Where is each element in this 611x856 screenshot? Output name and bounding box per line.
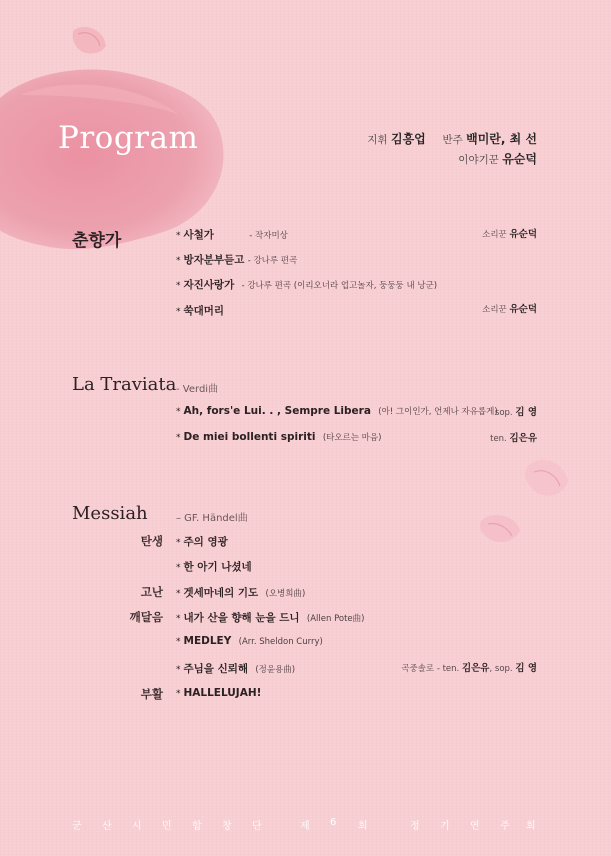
item-note: (오병희曲) [265, 589, 306, 599]
list-item: * 주님을 신뢰해 (정윤용曲) [176, 663, 296, 675]
footer [0, 817, 611, 833]
section-title-chunhyang: 춘향가 [72, 231, 122, 251]
item-title: Ah, fors'e Lui. . , Sempre Libera [183, 405, 371, 417]
item-title: 주님을 신뢰해 [183, 663, 249, 675]
page-title: Program [58, 120, 199, 156]
credits-line [367, 130, 537, 147]
footer-char: 정 [410, 821, 420, 832]
list-item: * 사철가 - 작자미상 [176, 229, 288, 241]
footer-char: 합 [192, 821, 202, 832]
petal-icon [520, 452, 572, 502]
item-title: De miei bollenti spiriti [183, 431, 316, 443]
performer-role: ten. [490, 434, 507, 444]
list-item: * 겟세마네의 기도 (오병희曲) [176, 587, 306, 599]
section-title-messiah: Messiah [72, 503, 148, 524]
list-item: * 자진사랑가 - 강나루 편곡 (이리오너라 업고놀자, 둥둥둥 내 낭군) [176, 279, 438, 291]
list-item: * HALLELUJAH! [176, 687, 262, 699]
accompanist-label: 반주 [442, 134, 463, 146]
petal-icon [478, 510, 524, 550]
performer-role: 소리꾼 [482, 305, 507, 315]
footer-char: 6 [330, 817, 337, 828]
list-item: * 쑥대머리 [176, 305, 225, 317]
item-note: (정윤용曲) [255, 665, 296, 675]
narrator-line [458, 150, 537, 167]
footer-char: 시 [132, 821, 142, 832]
item-title: 자진사랑가 [183, 279, 235, 291]
performer-role: 소리꾼 [482, 230, 507, 240]
footer-char: 민 [162, 821, 172, 832]
performer [482, 226, 537, 240]
list-item: * 내가 산을 향해 눈을 드니 (Allen Pote曲) [176, 612, 365, 624]
performer [482, 301, 537, 315]
list-item: * Ah, fors'e Lui. . , Sempre Libera (아! 그이인가, 언제나 자유롭게) [176, 405, 498, 417]
section-title-traviata: La Traviata [72, 374, 177, 395]
performer-name: 김은유 [461, 663, 490, 674]
item-note: (아! 그이인가, 언제나 자유롭게) [378, 407, 498, 417]
item-note: - 강나루 편곡 [247, 256, 298, 266]
item-note: (타오르는 마음) [322, 433, 382, 443]
item-note: - 강나루 편곡 (이리오너라 업고놀자, 둥둥둥 내 낭군) [241, 281, 438, 291]
performer-name: 유순덕 [509, 304, 537, 315]
footer-char: 군 [72, 821, 82, 832]
item-title: 한 아기 나셨네 [183, 561, 252, 573]
item-note: (Arr. Sheldon Curry) [238, 637, 323, 647]
item-note: - 작자미상 [249, 231, 288, 241]
movement-label: 고난 [140, 585, 163, 599]
performer [401, 660, 537, 674]
list-item: * De miei bollenti spiriti (타오르는 마음) [176, 431, 382, 443]
footer-char: 제 [300, 821, 310, 832]
item-title: 내가 산을 향해 눈을 드니 [183, 612, 300, 624]
performer-name: 김은유 [509, 433, 537, 444]
list-item: * 주의 영광 [176, 536, 228, 548]
conductor-label: 지휘 [367, 134, 388, 146]
footer-char: 회 [526, 821, 536, 832]
item-title: 주의 영광 [183, 536, 228, 548]
performer [495, 404, 537, 418]
conductor-name: 김흥업 [391, 132, 426, 146]
item-title: 겟세마네의 기도 [183, 587, 259, 599]
item-title: 방자분부듣고 [183, 254, 245, 266]
item-title: HALLELUJAH! [183, 687, 262, 699]
footer-char: 산 [102, 821, 112, 832]
narrator-label: 이야기꾼 [458, 154, 499, 166]
performer-name: 김 영 [515, 407, 537, 418]
accompanist-names: 백미란, 최 선 [466, 132, 537, 146]
item-title: MEDLEY [183, 635, 232, 647]
footer-char: 연 [470, 821, 480, 832]
movement-label: 깨달음 [129, 610, 163, 624]
list-item: * 한 아기 나셨네 [176, 561, 252, 573]
movement-label: 부활 [140, 687, 163, 701]
movement-label: 탄생 [140, 534, 163, 548]
list-item: * 방자분부듣고 - 강나루 편곡 [176, 254, 298, 266]
composer: - Verdi曲 [176, 384, 219, 395]
petal-icon [68, 20, 112, 64]
footer-char: 회 [358, 821, 368, 832]
narrator-name: 유순덕 [502, 152, 537, 166]
footer-char: 기 [440, 821, 450, 832]
item-note: (Allen Pote曲) [306, 614, 365, 624]
list-item: * MEDLEY (Arr. Sheldon Curry) [176, 635, 323, 647]
item-title: 사철가 [183, 229, 214, 241]
performer-role: sop. [494, 408, 513, 418]
footer-char: 단 [252, 821, 262, 832]
performer [490, 430, 537, 444]
footer-char: 창 [222, 821, 232, 832]
item-title: 쑥대머리 [183, 305, 225, 317]
performer-role: 곡중솔로 - ten. [401, 664, 460, 674]
composer: – GF. Händel曲 [176, 513, 248, 524]
performer-name: 김 영 [515, 663, 537, 674]
footer-char: 주 [500, 821, 510, 832]
performer-role: , sop. [489, 664, 513, 674]
performer-name: 유순덕 [509, 229, 537, 240]
